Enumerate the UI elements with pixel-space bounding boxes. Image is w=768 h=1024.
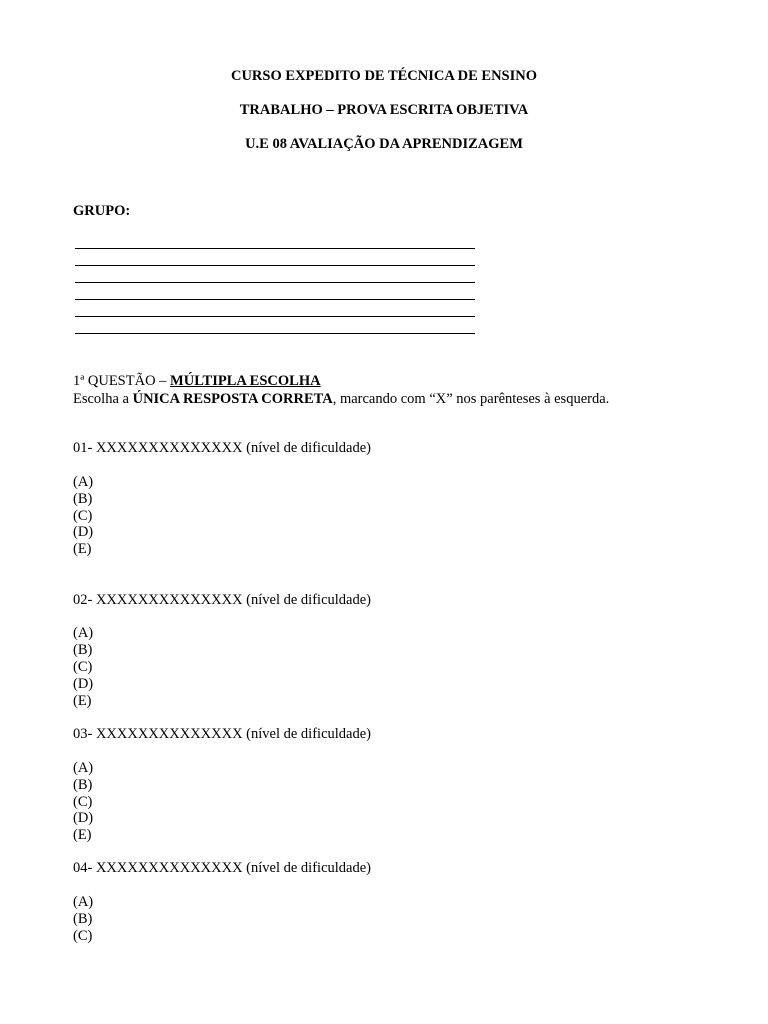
question-4-stem: 04- XXXXXXXXXXXXXX (nível de dificuldade)	[73, 860, 371, 876]
question-3-option-d: (D)	[73, 810, 94, 826]
question-3-stem: 03- XXXXXXXXXXXXXX (nível de dificuldade)	[73, 726, 371, 742]
section-instruction	[73, 391, 609, 408]
question-2-option-c: (C)	[73, 659, 93, 675]
question-1-option-c: (C)	[73, 508, 93, 524]
question-3-option-a: (A)	[73, 760, 94, 776]
question-4-option-a: (A)	[73, 894, 94, 910]
question-1-option-d: (D)	[73, 524, 94, 540]
group-member-line-6	[75, 333, 475, 334]
question-1-option-a: (A)	[73, 474, 94, 490]
section-title-prefix: 1ª QUESTÃO –	[73, 373, 171, 389]
unit-title: U.E 08 AVALIAÇÃO DA APRENDIZAGEM	[245, 136, 523, 152]
assignment-title: TRABALHO – PROVA ESCRITA OBJETIVA	[239, 102, 529, 118]
question-1-stem: 01- XXXXXXXXXXXXXX (nível de dificuldade)	[73, 440, 371, 456]
question-2-stem: 02- XXXXXXXXXXXXXX (nível de dificuldade)	[73, 592, 371, 608]
instruction-prefix: Escolha a	[73, 391, 133, 407]
question-1-option-e: (E)	[73, 541, 92, 557]
section-title	[73, 373, 321, 390]
question-3-option-c: (C)	[73, 794, 93, 810]
instruction-emphasis: ÚNICA RESPOSTA CORRETA	[132, 391, 333, 407]
question-1-option-b: (B)	[73, 491, 93, 507]
group-member-line-3	[75, 282, 475, 283]
course-title: CURSO EXPEDITO DE TÉCNICA DE ENSINO	[230, 68, 538, 84]
instruction-suffix: , marcando com “X” nos parênteses à esquerda.	[332, 391, 610, 407]
group-member-line-4	[75, 299, 475, 300]
question-2-option-e: (E)	[73, 693, 92, 709]
group-label: GRUPO:	[73, 203, 131, 219]
section-title-emphasis: MÚLTIPLA ESCOLHA	[170, 373, 321, 389]
group-member-line-1	[75, 248, 475, 249]
question-3-option-e: (E)	[73, 827, 92, 843]
group-member-line-5	[75, 316, 475, 317]
group-member-line-2	[75, 265, 475, 266]
question-4-option-b: (B)	[73, 911, 93, 927]
question-2-option-d: (D)	[73, 676, 94, 692]
question-4-option-c: (C)	[73, 928, 93, 944]
question-3-option-b: (B)	[73, 777, 93, 793]
question-2-option-b: (B)	[73, 642, 93, 658]
question-2-option-a: (A)	[73, 625, 94, 641]
